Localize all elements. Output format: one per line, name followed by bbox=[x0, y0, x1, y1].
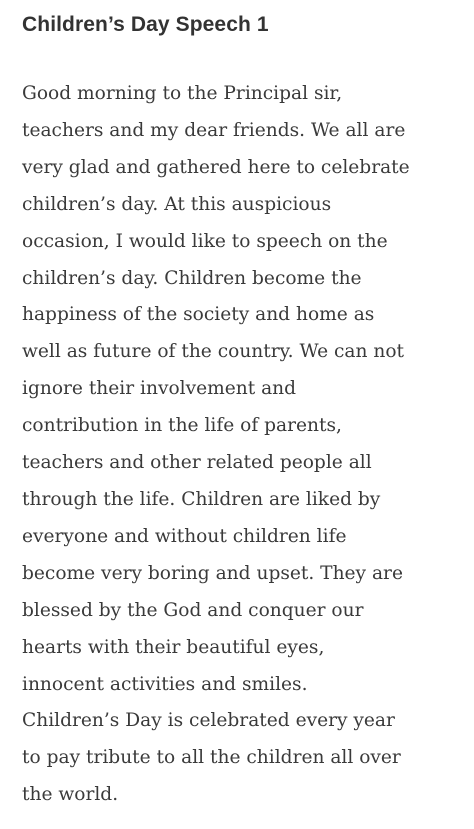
paragraph-line: happiness of the society and home as bbox=[22, 304, 375, 326]
paragraph-line: children’s day. Children become the bbox=[22, 267, 362, 289]
paragraph-line: very glad and gathered here to celebrate bbox=[22, 156, 410, 178]
paragraph-line: Good morning to the Principal sir, bbox=[22, 83, 343, 104]
paragraph-line: become very boring and upset. They are bbox=[22, 562, 403, 584]
article-title: Children’s Day Speech 1 bbox=[22, 13, 269, 36]
paragraph-line: Children’s Day is celebrated every year bbox=[22, 710, 395, 732]
article bbox=[22, 8, 462, 814]
paragraph-line: contribution in the life of parents, bbox=[22, 415, 342, 437]
paragraph-line: well as future of the country. We can not bbox=[22, 341, 405, 363]
article-paragraph bbox=[22, 76, 462, 814]
paragraph-line: blessed by the God and conquer our bbox=[22, 599, 364, 621]
paragraph-line: children’s day. At this auspicious bbox=[22, 193, 332, 215]
paragraph-line: through the life. Children are liked by bbox=[22, 488, 381, 510]
paragraph-line: ignore their involvement and bbox=[22, 378, 297, 400]
paragraph-line: occasion, I would like to speech on the bbox=[22, 230, 388, 252]
paragraph-line: the world. bbox=[22, 784, 119, 806]
paragraph-line: teachers and my dear friends. We all are bbox=[22, 119, 406, 141]
paragraph-line: teachers and other related people all bbox=[22, 452, 372, 474]
paragraph-line: innocent activities and smiles. bbox=[22, 673, 308, 695]
paragraph-line: hearts with their beautiful eyes, bbox=[22, 636, 325, 658]
paragraph-line: to pay tribute to all the children all over bbox=[22, 747, 401, 769]
paragraph-line: everyone and without children life bbox=[22, 525, 347, 547]
